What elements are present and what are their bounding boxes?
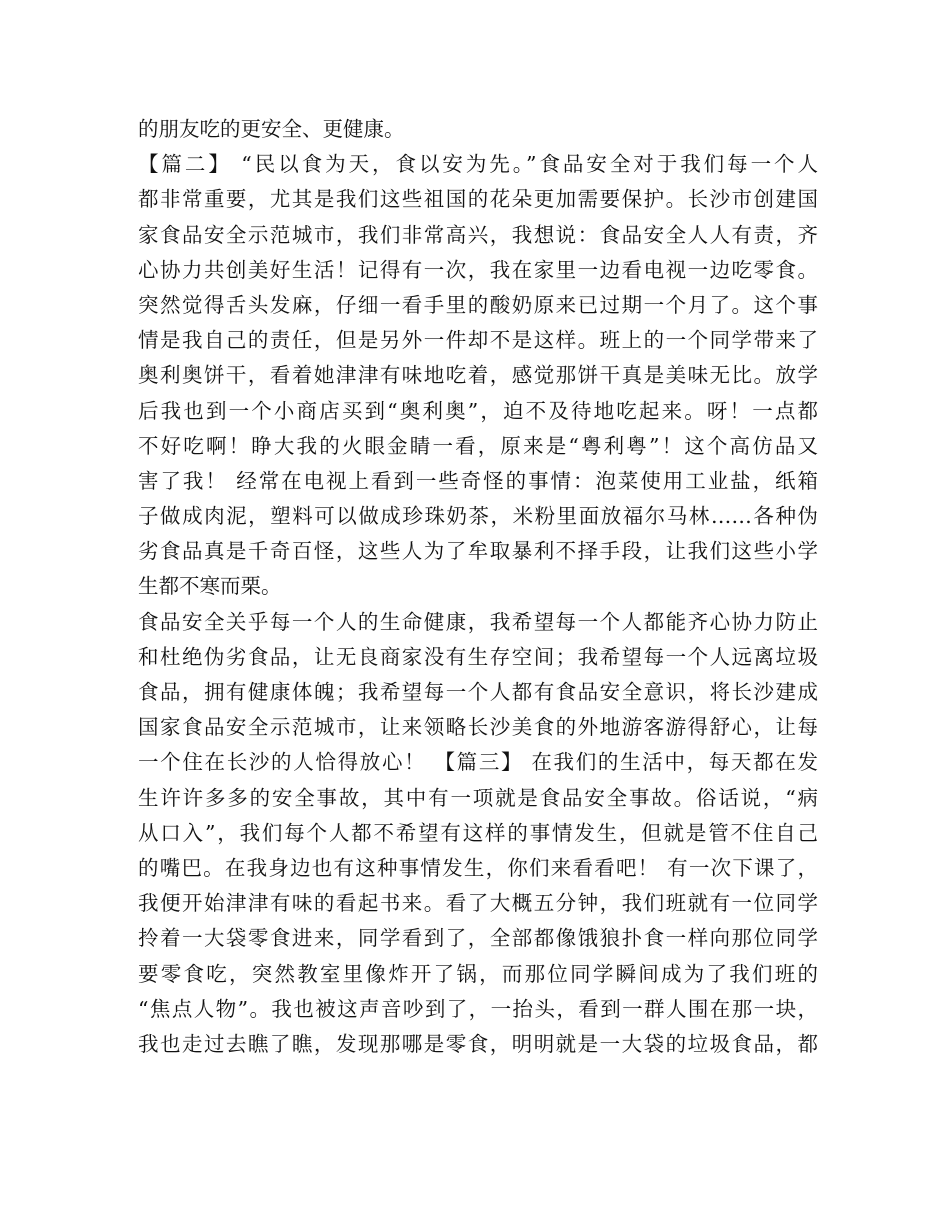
text-line: 害了我！ 经常在电视上看到一些奇怪的事情：泡菜使用工业盐，纸箱 [138,468,818,493]
text-line: 我便开始津津有味的看起书来。看了大概五分钟，我们班就有一位同学 [138,891,818,916]
text-line: 国家食品安全示范城市，让来领略长沙美食的外地游客游得舒心，让每 [138,715,818,740]
text-line: 从口入”，我们每个人都不希望有这样的事情发生，但就是管不住自己 [138,820,818,845]
text-line: 不好吃啊！睁大我的火眼金睛一看，原来是“粤利粤”！这个高仿品又 [138,433,818,458]
text-line: 心协力共创美好生活！记得有一次，我在家里一边看电视一边吃零食。 [138,257,818,282]
text-line: 生都不寒而栗。 [138,574,282,599]
text-line: 突然觉得舌头发麻，仔细一看手里的酸奶原来已过期一个月了。这个事 [138,292,818,317]
text-line: 都非常重要，尤其是我们这些祖国的花朵更加需要保护。长沙市创建国 [138,187,818,212]
text-line: 拎着一大袋零食进来，同学看到了，全部都像饿狼扑食一样向那位同学 [138,926,818,951]
text-line: “焦点人物”。我也被这声音吵到了，一抬头，看到一群人围在那一块， [138,996,818,1021]
text-line: 要零食吃，突然教室里像炸开了锅，而那位同学瞬间成为了我们班的 [138,961,818,986]
text-line: 和杜绝伪劣食品，让无良商家没有生存空间；我希望每一个人远离垃圾 [138,644,818,669]
text-line: 生许许多多的安全事故，其中有一项就是食品安全事故。俗话说，“病 [138,785,818,810]
text-line: 后我也到一个小商店买到“奥利奥”，迫不及待地吃起来。呀！一点都 [138,398,818,423]
text-line: 劣食品真是千奇百怪，这些人为了牟取暴利不择手段，让我们这些小学 [138,539,818,564]
text-line: 情是我自己的责任，但是另外一件却不是这样。班上的一个同学带来了 [138,328,818,353]
text-line: 一个住在长沙的人恰得放心！ 【篇三】 在我们的生活中，每天都在发 [138,750,818,775]
text-line: 奥利奥饼干，看着她津津有味地吃着，感觉那饼干真是美味无比。放学 [138,363,818,388]
text-line: 食品安全关乎每一个人的生命健康，我希望每一个人都能齐心协力防止 [138,609,818,634]
text-line: 家食品安全示范城市，我们非常高兴，我想说：食品安全人人有责，齐 [138,222,818,247]
text-line: 食品，拥有健康体魄；我希望每一个人都有食品安全意识，将长沙建成 [138,680,818,704]
text-line: 的朋友吃的更安全、更健康。 [138,117,405,141]
document-body [138,112,818,1062]
text-line: 【篇二】 “民以食为天，食以安为先。”食品安全对于我们每一个人 [138,152,818,177]
text-line: 我也走过去瞧了瞧，发现那哪是零食，明明就是一大袋的垃圾食品，都 [138,1031,818,1056]
text-line: 子做成肉泥，塑料可以做成珍珠奶茶，米粉里面放福尔马林……各种伪 [138,504,818,529]
text-line: 的嘴巴。在我身边也有这种事情发生，你们来看看吧！ 有一次下课了， [138,855,818,880]
